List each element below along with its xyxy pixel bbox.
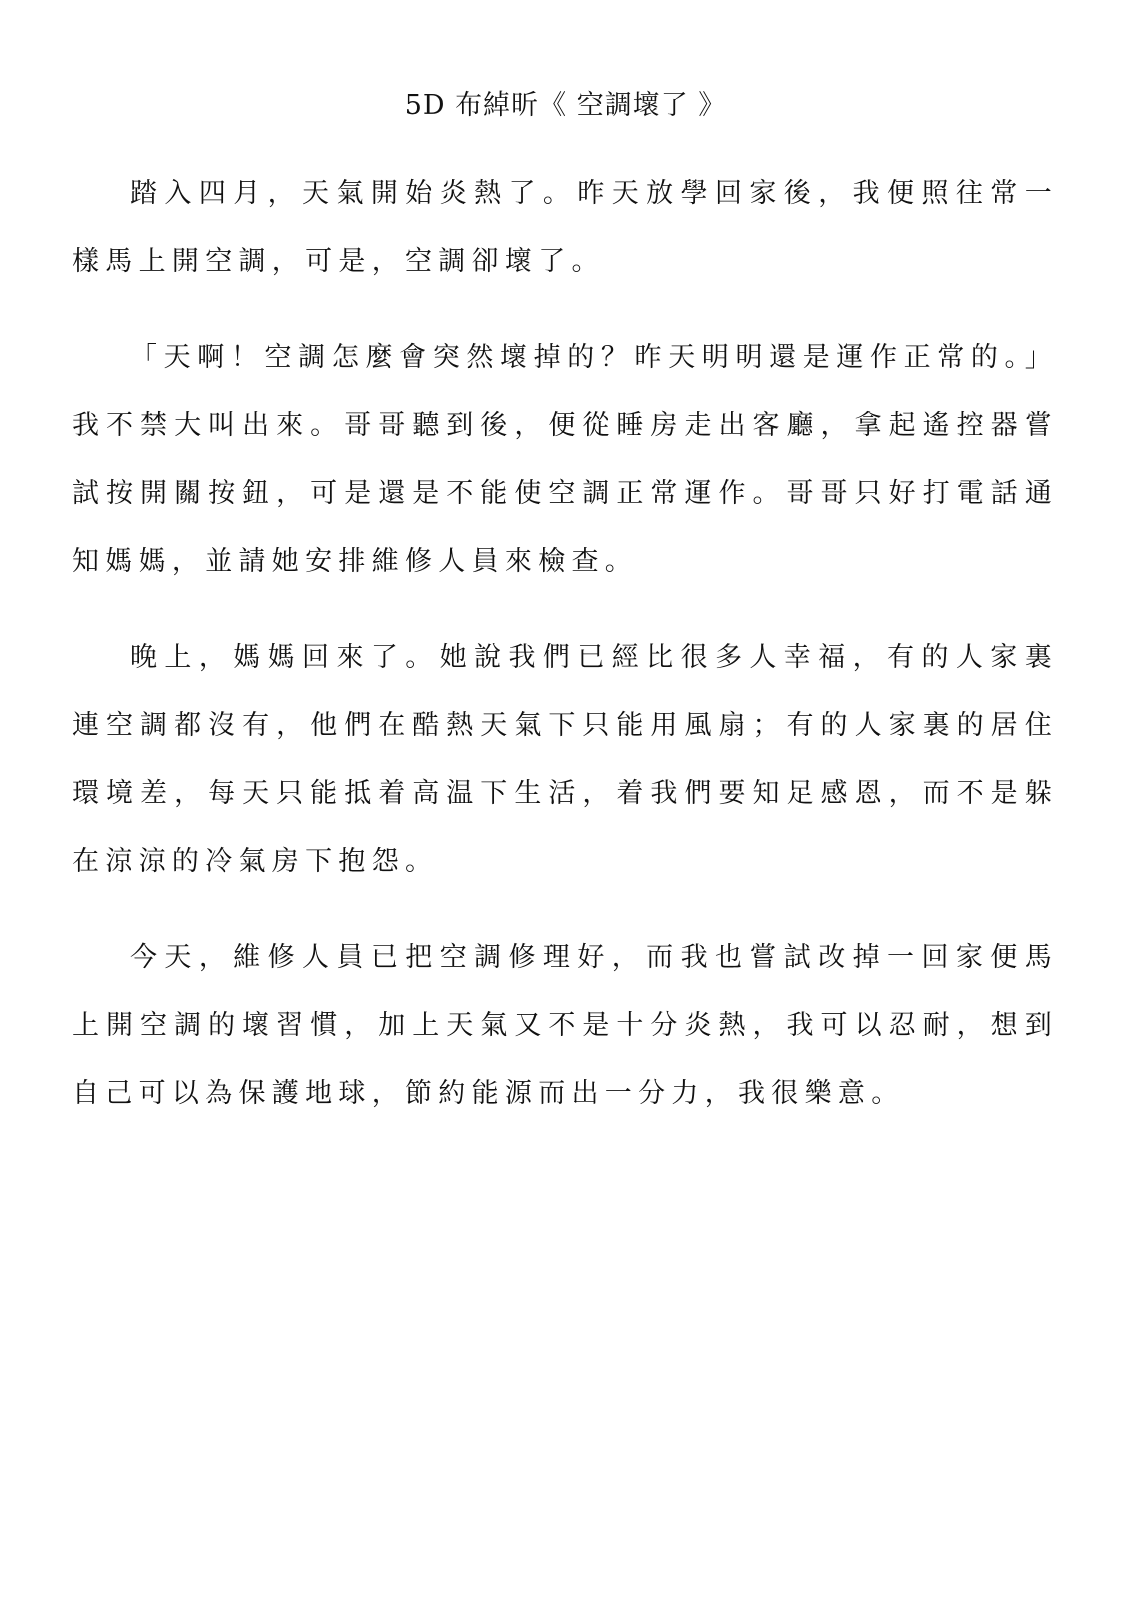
paragraph-4: 今天，維修人員已把空調修理好，而我也嘗試改掉一回家便馬上開空調的壞習慣，加上天氣又不是十分炎熱，我可以忍耐，想到自己可以為保護地球，節約能源而出一分力，我很樂意。 xyxy=(72,942,1058,1109)
paragraph-3: 晚上，媽媽回來了。她說我們已經比很多人幸福，有的人家裏連空調都沒有，他們在酷熱天氣下只能用風扇；有的人家裏的居住環境差，每天只能抵着高温下生活，着我們要知足感恩，而不是躲在涼涼的冷氣房下抱怨。 xyxy=(72,642,1058,877)
essay-body xyxy=(72,160,1058,1156)
essay-title: 5D 布綽昕《 空調壞了 》 xyxy=(404,90,727,121)
paragraph-2: 「天啊！空調怎麼會突然壞掉的？昨天明明還是運作正常的。」我不禁大叫出來。哥哥聽到後，便從睡房走出客廳，拿起遙控器嘗試按開關按鈕，可是還是不能使空調正常運作。哥哥只好打電話通知媽媽，並請她安排維修人員來檢查。 xyxy=(72,342,1058,577)
paragraph-1: 踏入四月，天氣開始炎熱了。昨天放學回家後，我便照往常一樣馬上開空調，可是，空調卻壞了。 xyxy=(72,178,1058,277)
